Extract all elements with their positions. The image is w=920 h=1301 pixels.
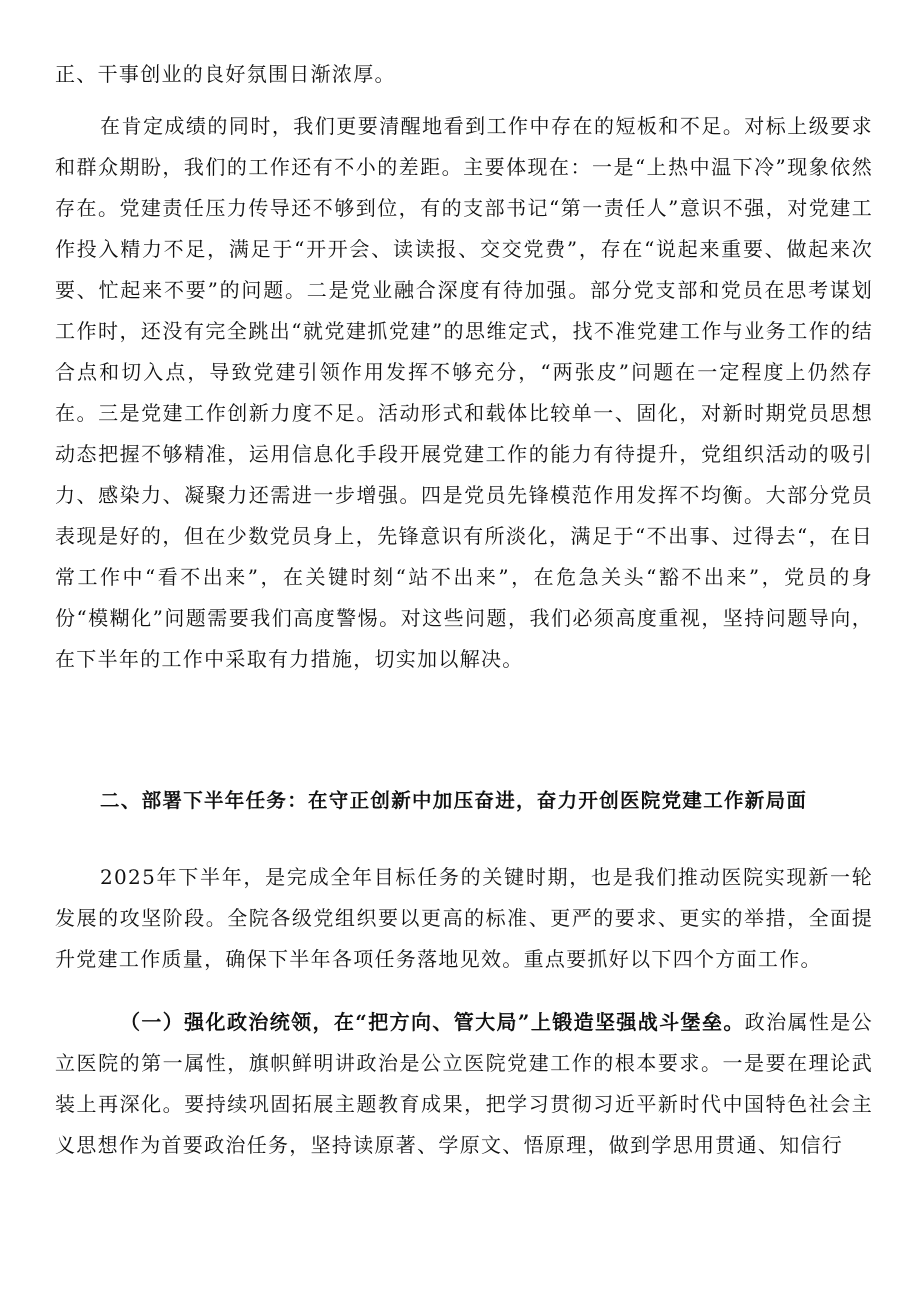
paragraph-tasks: 2025年下半年，是完成全年目标任务的关键时期，也是我们推动医院实现新一轮发展的攻坚阶段。全院各级党组织要以更高的标准、更严的要求、更实的举措，全面提升党建工作质量，确保下半年各项任务落地见效。重点要抓好以下四个方面工作。 <box>55 865 873 971</box>
section-heading: 二、部署下半年任务：在守正创新中加压奋进，奋力开创医院党建工作新局面 <box>100 789 808 812</box>
paragraph-politics <box>55 1002 873 1166</box>
paragraph-continued: 正、干事创业的良好氛围日渐浓厚。 <box>55 62 396 86</box>
paragraph-shortcomings: 在肯定成绩的同时，我们更要清醒地看到工作中存在的短板和不足。对标上级要求和群众期盼，我们的工作还有不小的差距。主要体现在：一是“上热中温下冷”现象依然存在。党建责任压力传导还不够到位，有的支部书记“第一责任人”意识不强，对党建工作投入精力不足，满足于“开开会、读读报、交交党费”，存在“说起来重要、做起来次要、忙起来不要”的问题。二是党业融合深度有待加强。部分党支部和党员在思考谋划工作时，还没有完全跳出“就党建抓党建”的思维定式，找不准党建工作与业务工作的结合点和切入点，导致党建引领作用发挥不够充分，“两张皮”问题在一定程度上仍然存在。三是党建工作创新力度不足。活动形式和载体比较单一、固化，对新时期党员思想动态把握不够精准，运用信息化手段开展党建工作的能力有待提升，党组织活动的吸引力、感染力、凝聚力还需进一步增强。四是党员先锋模范作用发挥不均衡。大部分党员表现是好的，但在少数党员身上，先锋意识有所淡化，满足于“不出事、过得去“，在日常工作中“看不出来”，在关键时刻“站不出来”，在危急关头“豁不出来”，党员的身份“模糊化”问题需要我们高度警惕。对这些问题，我们必须高度重视，坚持问题导向，在下半年的工作中采取有力措施，切实加以解决。 <box>55 114 873 671</box>
subsection-heading: （一）强化政治统领，在“把方向、管大局”上锻造坚强战斗堡垒。 <box>120 1010 745 1034</box>
paragraph-politics-body: 政治属性是公立医院的第一属性，旗帜鲜明讲政治是公立医院党建工作的根本要求。一是要在理论武装上再深化。要持续巩固拓展主题教育成果，把学习贯彻习近平新时代中国特色社会主义思想作为首要政治任务，坚持读原著、学原文、悟原理，做到学思用贯通、知信行 <box>55 1010 873 1157</box>
